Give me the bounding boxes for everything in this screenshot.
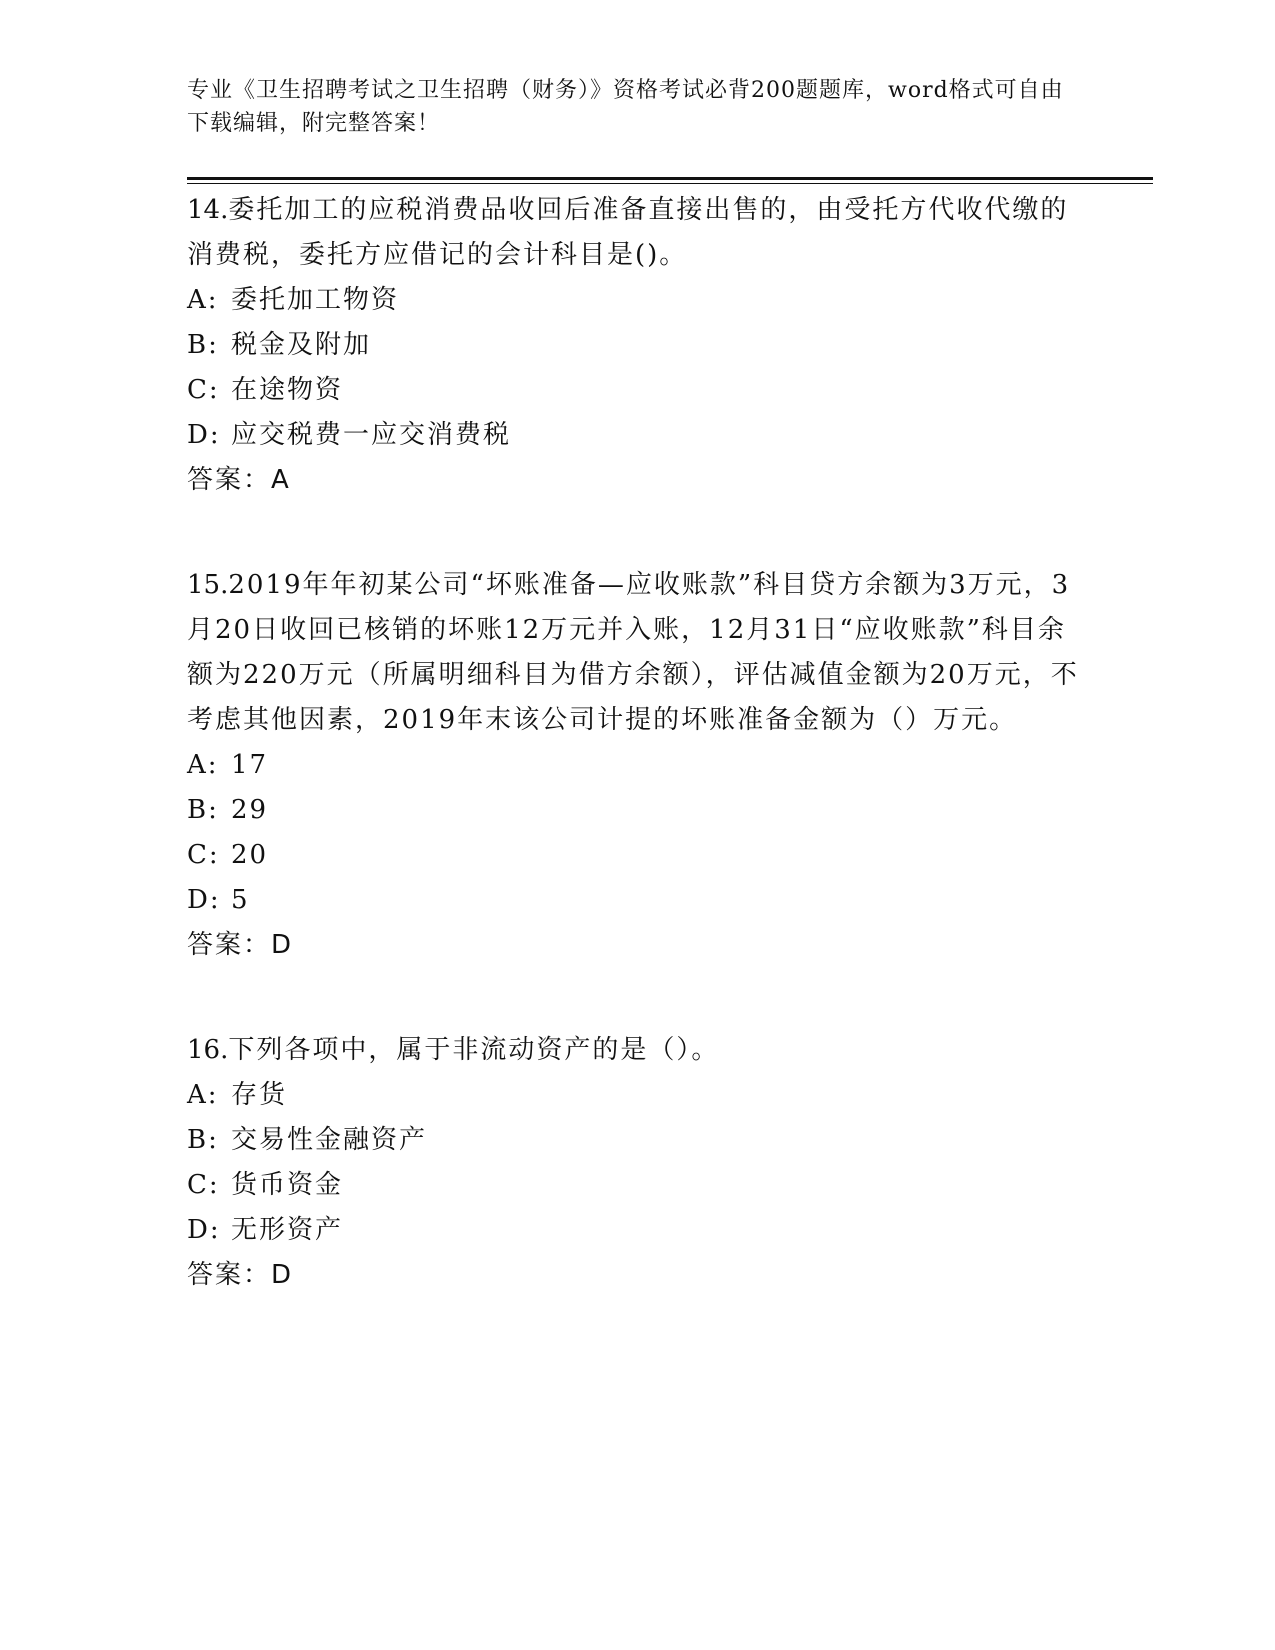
option-c bbox=[187, 1163, 1087, 1208]
option-d bbox=[187, 878, 1087, 923]
option-key: A: bbox=[187, 285, 219, 315]
question-stem: 2019年年初某公司“坏账准备—应收账款”科目贷方余额为3万元，3月20日收回已核销的坏账12万元并入账，12月31日“应收账款”科目余额为220万元（所属明细科目为借方余额），评估减值金额为20万元，不考虑其他因素，2019年末该公司计提的坏账准备金额为（）万元。 bbox=[187, 570, 1079, 735]
option-key: A: bbox=[187, 750, 219, 780]
question-text bbox=[187, 1028, 1087, 1073]
option-key: B: bbox=[187, 795, 219, 825]
answer-line: 答案：D bbox=[187, 1260, 294, 1290]
option-key: D: bbox=[187, 1215, 221, 1245]
option-b bbox=[187, 788, 1087, 833]
question-stem: 委托加工的应税消费品收回后准备直接出售的，由受托方代收代缴的消费税，委托方应借记的会计科目是()。 bbox=[187, 195, 1069, 270]
option-key: D: bbox=[187, 885, 221, 915]
question-16 bbox=[187, 1028, 1087, 1298]
option-text: 20 bbox=[231, 840, 269, 870]
question-stem: 下列各项中，属于非流动资产的是（）。 bbox=[228, 1035, 720, 1065]
option-text: 存货 bbox=[231, 1080, 288, 1110]
option-d bbox=[187, 413, 1087, 458]
option-text: 5 bbox=[231, 885, 250, 915]
option-b bbox=[187, 1118, 1087, 1163]
option-key: C: bbox=[187, 840, 220, 870]
header-title: 专业《卫生招聘考试之卫生招聘（财务）》资格考试必背200题题库，word格式可自由下载编辑，附完整答案！ bbox=[187, 78, 1064, 136]
question-number: 14. bbox=[187, 195, 229, 225]
option-text: 委托加工物资 bbox=[231, 285, 400, 315]
question-number: 15. bbox=[187, 570, 229, 600]
answer-line: 答案：A bbox=[187, 465, 291, 495]
option-text: 税金及附加 bbox=[231, 330, 372, 360]
option-a bbox=[187, 278, 1087, 323]
option-text: 29 bbox=[231, 795, 269, 825]
option-key: B: bbox=[187, 1125, 219, 1155]
option-d bbox=[187, 1208, 1087, 1253]
option-key: B: bbox=[187, 330, 219, 360]
header-divider-thin bbox=[187, 183, 1153, 184]
question-number: 16. bbox=[187, 1035, 229, 1065]
answer-line: 答案：D bbox=[187, 930, 294, 960]
option-key: C: bbox=[187, 375, 220, 405]
option-text: 无形资产 bbox=[231, 1215, 344, 1245]
option-c bbox=[187, 368, 1087, 413]
option-text: 17 bbox=[231, 750, 269, 780]
option-b bbox=[187, 323, 1087, 368]
option-text: 在途物资 bbox=[231, 375, 344, 405]
question-list bbox=[187, 188, 1087, 1358]
option-text: 货币资金 bbox=[231, 1170, 344, 1200]
question-text bbox=[187, 188, 1087, 278]
option-text: 应交税费一应交消费税 bbox=[231, 420, 512, 450]
option-key: A: bbox=[187, 1080, 219, 1110]
header-divider-thick bbox=[187, 177, 1153, 180]
option-key: D: bbox=[187, 420, 221, 450]
option-text: 交易性金融资产 bbox=[231, 1125, 428, 1155]
question-14 bbox=[187, 188, 1087, 503]
option-c bbox=[187, 833, 1087, 878]
option-a bbox=[187, 1073, 1087, 1118]
question-text bbox=[187, 563, 1087, 743]
option-key: C: bbox=[187, 1170, 220, 1200]
question-15 bbox=[187, 563, 1087, 968]
option-a bbox=[187, 743, 1087, 788]
document-header bbox=[187, 74, 1067, 140]
